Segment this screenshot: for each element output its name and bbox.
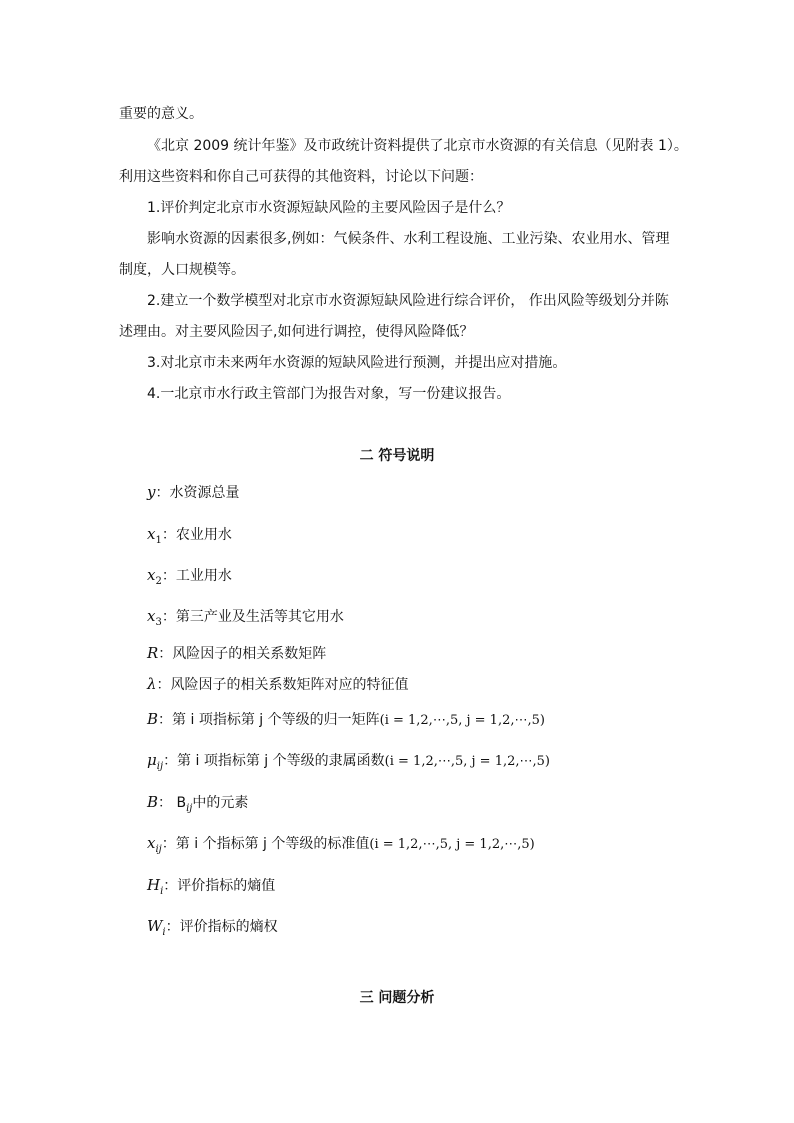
- intro-line-0: 重要的意义。: [119, 106, 203, 122]
- intro-line-2: 利用这些资料和你自己可获得的其他资料，讨论以下问题：: [119, 169, 483, 185]
- symbol-item: [147, 642, 326, 665]
- symbol-desc: ：工业用水: [161, 568, 232, 584]
- symbol: x: [147, 607, 156, 625]
- symbol-subscript: 3: [155, 617, 162, 628]
- symbol-subscript: ij: [156, 761, 164, 772]
- symbol-subscript: 1: [155, 535, 162, 546]
- symbol-subscript: 2: [155, 576, 162, 587]
- symbol-desc: ：第 i 项指标第 j 个等级的归一矩阵: [158, 712, 380, 728]
- intro-line-1: 《北京 2009 统计年鉴》及市政统计资料提供了北京市水资源的有关信息（见附表 1）。: [147, 138, 688, 154]
- question-4: 4.一北京市水行政主管部门为报告对象，写一份建议报告。: [147, 386, 511, 402]
- symbol-item: [147, 791, 248, 820]
- symbol-desc: ：风险因子的相关系数矩阵对应的特征值: [156, 677, 409, 693]
- index-range: (i = 1,2,⋯,5, j = 1,2,⋯,5): [379, 713, 545, 728]
- symbol-subscript: ij: [155, 844, 162, 855]
- symbol-desc: ： B: [158, 795, 187, 811]
- symbol-item: [147, 523, 232, 552]
- symbol-item: [147, 749, 550, 778]
- symbol: H: [147, 876, 161, 894]
- index-range: (i = 1,2,⋯,5, j = 1,2,⋯,5): [369, 837, 535, 852]
- symbol: R: [147, 644, 159, 662]
- symbol-item: [147, 874, 275, 903]
- factors-line-1: 影响水资源的因素很多,例如：气候条件、水利工程设施、工业污染、农业用水、管理: [147, 231, 670, 247]
- question-2a: 2.建立一个数学模型对北京市水资源短缺风险进行综合评价， 作出风险等级划分并陈: [147, 293, 669, 309]
- question-2b: 述理由。对主要风险因子,如何进行调控，使得风险降低？: [119, 324, 474, 340]
- symbol-desc: ：评价指标的熵权: [165, 919, 278, 935]
- symbol-subscript: i: [162, 927, 166, 938]
- symbol: x: [147, 525, 156, 543]
- section-3-title: 三 问题分析: [359, 990, 435, 1006]
- symbol-item: [147, 915, 278, 944]
- symbol-item: [147, 481, 239, 504]
- factors-line-2: 制度，人口规模等。: [119, 262, 245, 278]
- symbol: x: [147, 834, 156, 852]
- symbol-desc: ：第 i 个指标第 j 个等级的标准值: [161, 836, 370, 852]
- symbol: B: [147, 793, 159, 811]
- symbol-desc: ：第 i 项指标第 j 个等级的隶属函数: [163, 753, 385, 769]
- index-range: (i = 1,2,⋯,5, j = 1,2,⋯,5): [384, 754, 550, 769]
- symbol-desc-subscript: ij: [186, 803, 193, 814]
- symbol: λ: [147, 675, 157, 693]
- symbol-desc: ：农业用水: [161, 527, 232, 543]
- symbol-desc-tail: 中的元素: [192, 795, 249, 811]
- symbol: μ: [147, 751, 157, 769]
- symbol: x: [147, 566, 156, 584]
- symbol-item: [147, 605, 344, 634]
- symbol-item: [147, 708, 545, 732]
- question-1: 1.评价判定北京市水资源短缺风险的主要风险因子是什么？: [147, 200, 511, 216]
- symbol-desc: ：评价指标的熵值: [163, 878, 276, 894]
- symbol-item: [147, 673, 409, 696]
- symbol-desc: ：水资源总量: [155, 485, 240, 501]
- symbol-subscript: i: [160, 886, 164, 897]
- section-2-title: 二 符号说明: [359, 448, 435, 464]
- symbol-item: [147, 832, 535, 861]
- symbol: W: [147, 917, 163, 935]
- symbol-desc: ：第三产业及生活等其它用水: [161, 609, 344, 625]
- question-3: 3.对北京市未来两年水资源的短缺风险进行预测，并提出应对措施。: [147, 355, 567, 371]
- symbol-desc: ：风险因子的相关系数矩阵: [158, 646, 327, 662]
- symbol-item: [147, 564, 232, 593]
- symbol: B: [147, 710, 159, 728]
- symbol: y: [147, 483, 156, 501]
